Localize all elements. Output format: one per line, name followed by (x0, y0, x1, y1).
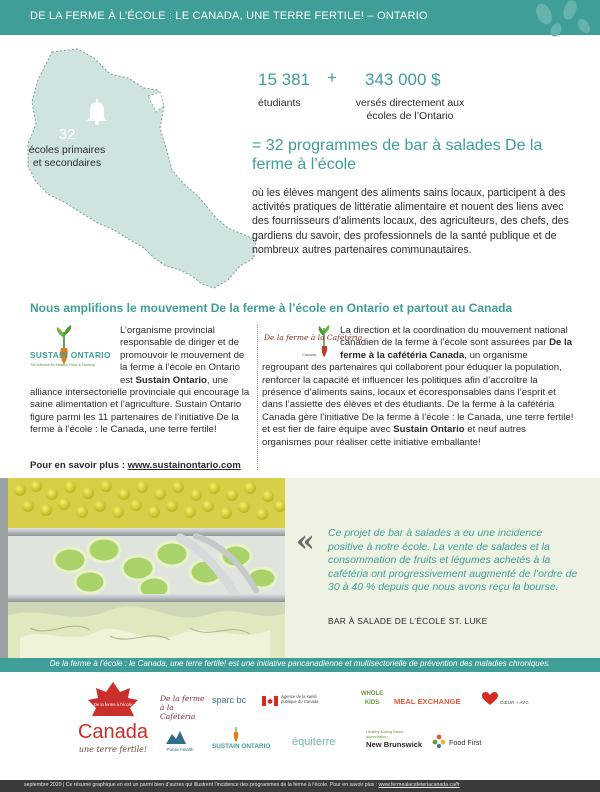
sustain-logo-tagline: The Alliance for Healthy Food & Farming (30, 363, 95, 367)
footer-bar (0, 780, 600, 792)
header-bar (0, 0, 600, 35)
food-first-logo: Food First (449, 738, 482, 747)
quote-mark-icon: « (296, 524, 315, 559)
left-column-text (30, 325, 252, 437)
sustain-website-link[interactable]: www.sustainontario.com (127, 460, 241, 471)
sparc-bc-logo: sparc bc (212, 695, 247, 705)
carrot-icon (231, 726, 241, 742)
food-first-icon (432, 734, 446, 748)
right-text-a: La direction et la coordination du mouvement national canadien de la ferme à l’école sont assurées par (340, 325, 568, 349)
canada-flag-icon (262, 696, 278, 706)
leaf-decoration-icon (530, 0, 594, 35)
cafeteria-logo-sub: Canada (302, 352, 317, 357)
new-brunswick-prefix: Healthy Eating Saine alimentation (366, 729, 404, 739)
more-info-label: Pour en savoir plus : (30, 460, 128, 471)
right-column-text (262, 325, 576, 449)
new-brunswick-logo: New Brunswick (366, 740, 423, 749)
left-text-b: , une alliance intersectorielle provinciale qui encourage la saine alimentation et l’agriculture. Sustain Ontario figure parmi les 11 partenaires de l’initiative De la ferme à l’école : le Canada, une terre fertile! (30, 374, 250, 436)
section-title: Nous amplifions le mouvement De la ferme à l’école en Ontario et partout au Canada (30, 301, 513, 315)
right-text-bold2: Sustain Ontario (393, 424, 465, 436)
right-text-b: , un organisme regroupant des partenaires qui collaborent pour éduquer la population, renforcer la capacité et influencer les politiques afin d’accroître la présence d’aliments sains, locaux et écoresponsables dans l’esprit et dans l’assiette des élèves et des étudiants. De la ferme à la cafétéria Canada gère l’initiative De la ferme à l’école : le Canada, une terre fertile! et est fier de faire équipe avec (262, 349, 574, 436)
header-title: DE LA FERME À L’ÉCOLE : LE CANADA, UNE TERRE FERTILE! – ONTARIO (30, 10, 428, 22)
public-health-agency-logo: Agence de la santé publique du Canada (281, 694, 319, 704)
equiterre-logo: équiterre (292, 736, 336, 748)
left-text-bold: Sustain Ontario (135, 374, 207, 386)
initiative-banner (0, 658, 600, 672)
cfs-logo-top: De la ferme à l'école (93, 702, 133, 707)
footer-text: septembre 2020 | Ce résumé graphique en est un parmi bien d’autres qui illustrent l’incidence des programmes de la ferme à l’école. Pour en savoir plus : (24, 782, 379, 788)
amount-value: 343 000 $ (365, 70, 441, 89)
whole-kids-logo: WHOLE KIDS (360, 691, 384, 706)
public-health-sudbury-logo: Public Health (166, 747, 194, 752)
more-info-line (30, 460, 241, 471)
schools-label: écoles primaires et secondaires (28, 144, 106, 169)
sustain-logo-name: SUSTAIN ONTARIO (30, 351, 111, 360)
students-label: étudiants (258, 97, 301, 109)
banner-text: De la ferme à l’école : le Canada, une terre fertile! est une initiative pancanadienne et multisectorielle de prévention des maladies chroniques. (49, 659, 551, 668)
footer-text-line (24, 782, 584, 788)
quote-attribution: BAR À SALADE DE L’ÉCOLE ST. LUKE (328, 616, 488, 626)
plus-sign: + (327, 68, 337, 87)
heart-icon (482, 692, 498, 706)
cafeteria-logo-name: De la ferme à la Cafétéria (264, 333, 363, 342)
schools-count: 32 (58, 126, 76, 143)
canada-fertile-logo (68, 678, 158, 766)
quote-text: Ce projet de bar à salades a eu une incidence positive à notre école. La vente de salades et la consommation de fruits et légumes achetés à la cafétéria ont progressivement augmenté de l’ordre de 30 à 40 % depuis que nous avons reçu la bourse. (328, 527, 578, 593)
heart-stroke-logo: CŒUR + AVC (500, 700, 529, 705)
right-text-c: et neuf autres organismes pour réaliser cette initiative emballante! (262, 424, 526, 448)
farm-to-cafeteria-partner-logo: De la ferme à la Cafétéria (160, 694, 205, 721)
cfs-logo-sub: une terre fertile! (78, 745, 148, 754)
column-divider (257, 325, 258, 470)
meal-exchange-logo: MEAL EXCHANGE (394, 697, 461, 706)
partner-logos (0, 672, 600, 780)
amount-label: versés directement aux écoles de l’Ontario (355, 97, 465, 122)
sustain-ontario-partner-logo: SUSTAIN ONTARIO (212, 743, 271, 750)
programs-description: où les élèves mangent des aliments sains locaux, participent à des activités pratiques de littératie alimentaire et nouent des liens avec des fournisseurs d’aliments locaux, des agriculteurs, des chefs, des gardiens du savoir, des professionnels de la santé publique et de nombreux autres partenaires communautaires. (252, 187, 569, 256)
programs-headline: = 32 programmes de bar à salades De la ferme à l’école (252, 137, 543, 173)
left-text-a: L’organisme provincial responsable de diriger et de promouvoir le mouvement de la ferme à l’école en Ontario est (120, 325, 245, 386)
public-health-sudbury-icon (166, 728, 186, 744)
footer-website-link[interactable]: www.fermealacafeteriacanada.ca/fr (378, 782, 460, 788)
students-count: 15 381 (258, 70, 310, 89)
cfs-logo-main: Canada (77, 721, 149, 743)
right-text-bold1: De la ferme à la cafétéria Canada (340, 337, 572, 361)
